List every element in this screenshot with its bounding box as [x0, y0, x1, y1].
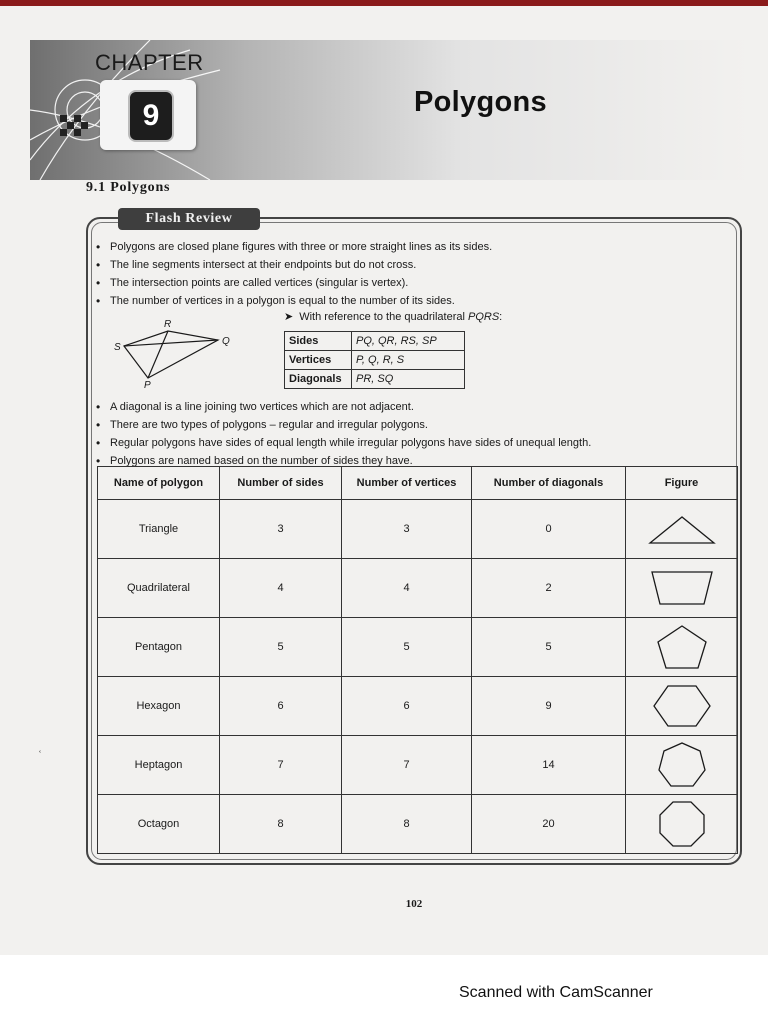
bullet-item: • There are two types of polygons – regular and irregular polygons. [94, 416, 591, 434]
page-number: 102 [405, 898, 423, 910]
vertex-label-q: Q [222, 336, 230, 347]
quadrilateral-pqrs-diagram [112, 316, 242, 390]
pqrs-reference-table [284, 331, 465, 389]
figure-cell [626, 736, 738, 795]
table-cell: Vertices [285, 351, 352, 370]
triangle-icon [646, 507, 718, 551]
section-heading: 9.1 Polygons [86, 180, 171, 195]
page-title: Polygons [414, 86, 547, 118]
polygon-name: Pentagon [98, 618, 220, 677]
column-header: Number of sides [220, 467, 342, 500]
polygon-facts-bullet-list [94, 398, 591, 470]
reference-shape-name: PQRS [467, 311, 500, 323]
scanner-watermark: Scanned with CamScanner [459, 984, 653, 1001]
table-cell: P, Q, R, S [352, 351, 465, 370]
diagonals-value: 20 [472, 795, 626, 854]
intro-bullet-list [94, 238, 492, 310]
table-row [285, 370, 465, 389]
bullet-item: • The intersection points are called vertices (singular is vertex). [94, 274, 492, 292]
chapter-number: 9 [128, 90, 174, 142]
reference-line: ➤ With reference to the quadrilateral PQRS: [284, 311, 503, 323]
hexagon-icon [646, 682, 718, 730]
table-cell: PR, SQ [352, 370, 465, 389]
octagon-icon [646, 799, 718, 849]
sides-value: 8 [220, 795, 342, 854]
arrow-right-icon: ➤ [284, 311, 294, 323]
bullet-item: • The number of vertices in a polygon is equal to the number of its sides. [94, 292, 492, 310]
diagonals-value: 9 [472, 677, 626, 736]
vertices-value: 4 [342, 559, 472, 618]
sides-value: 5 [220, 618, 342, 677]
flash-review-label: Flash Review [118, 208, 260, 230]
polygon-name: Hexagon [98, 677, 220, 736]
margin-mark: ʿ [38, 748, 42, 762]
table-row [98, 500, 738, 559]
table-cell: PQ, QR, RS, SP [352, 332, 465, 351]
diagonals-value: 0 [472, 500, 626, 559]
diagonals-value: 14 [472, 736, 626, 795]
sides-value: 3 [220, 500, 342, 559]
bullet-item: • The line segments intersect at their endpoints but do not cross. [94, 256, 492, 274]
vertex-label-s: S [114, 342, 121, 353]
column-header: Figure [626, 467, 738, 500]
figure-cell [626, 559, 738, 618]
trapezoid-icon [646, 566, 718, 610]
diagonals-value: 2 [472, 559, 626, 618]
figure-cell [626, 500, 738, 559]
table-row [98, 559, 738, 618]
bullet-item: • Regular polygons have sides of equal length while irregular polygons have sides of unequal length. [94, 434, 591, 452]
table-row [98, 618, 738, 677]
table-row [98, 677, 738, 736]
table-row [98, 736, 738, 795]
pentagon-icon [646, 623, 718, 671]
table-row [285, 351, 465, 370]
table-header-row [98, 467, 738, 500]
bullet-item: • Polygons are named based on the number of sides they have. [94, 452, 591, 470]
figure-cell [626, 618, 738, 677]
table-cell: Sides [285, 332, 352, 351]
polygon-table [97, 466, 738, 854]
column-header: Name of polygon [98, 467, 220, 500]
chapter-label: CHAPTER [95, 50, 204, 75]
polygon-name: Octagon [98, 795, 220, 854]
sides-value: 7 [220, 736, 342, 795]
vertex-label-r: R [164, 319, 172, 330]
bullet-item: • A diagonal is a line joining two vertices which are not adjacent. [94, 398, 591, 416]
figure-cell [626, 795, 738, 854]
vertices-value: 7 [342, 736, 472, 795]
bullet-item: • Polygons are closed plane figures with three or more straight lines as its sides. [94, 238, 492, 256]
polygon-name: Triangle [98, 500, 220, 559]
vertices-value: 3 [342, 500, 472, 559]
vertex-label-p: P [144, 380, 151, 390]
vertices-value: 5 [342, 618, 472, 677]
polygon-name: Quadrilateral [98, 559, 220, 618]
sides-value: 4 [220, 559, 342, 618]
column-header: Number of diagonals [472, 467, 626, 500]
column-header: Number of vertices [342, 467, 472, 500]
reference-lead: With reference to the quadrilateral [299, 311, 465, 323]
table-cell: Diagonals [285, 370, 352, 389]
top-edge-strip [0, 0, 768, 6]
heptagon-icon [646, 740, 718, 790]
sides-value: 6 [220, 677, 342, 736]
vertices-value: 8 [342, 795, 472, 854]
table-row [285, 332, 465, 351]
diagonals-value: 5 [472, 618, 626, 677]
table-row [98, 795, 738, 854]
polygon-name: Heptagon [98, 736, 220, 795]
vertices-value: 6 [342, 677, 472, 736]
figure-cell [626, 677, 738, 736]
